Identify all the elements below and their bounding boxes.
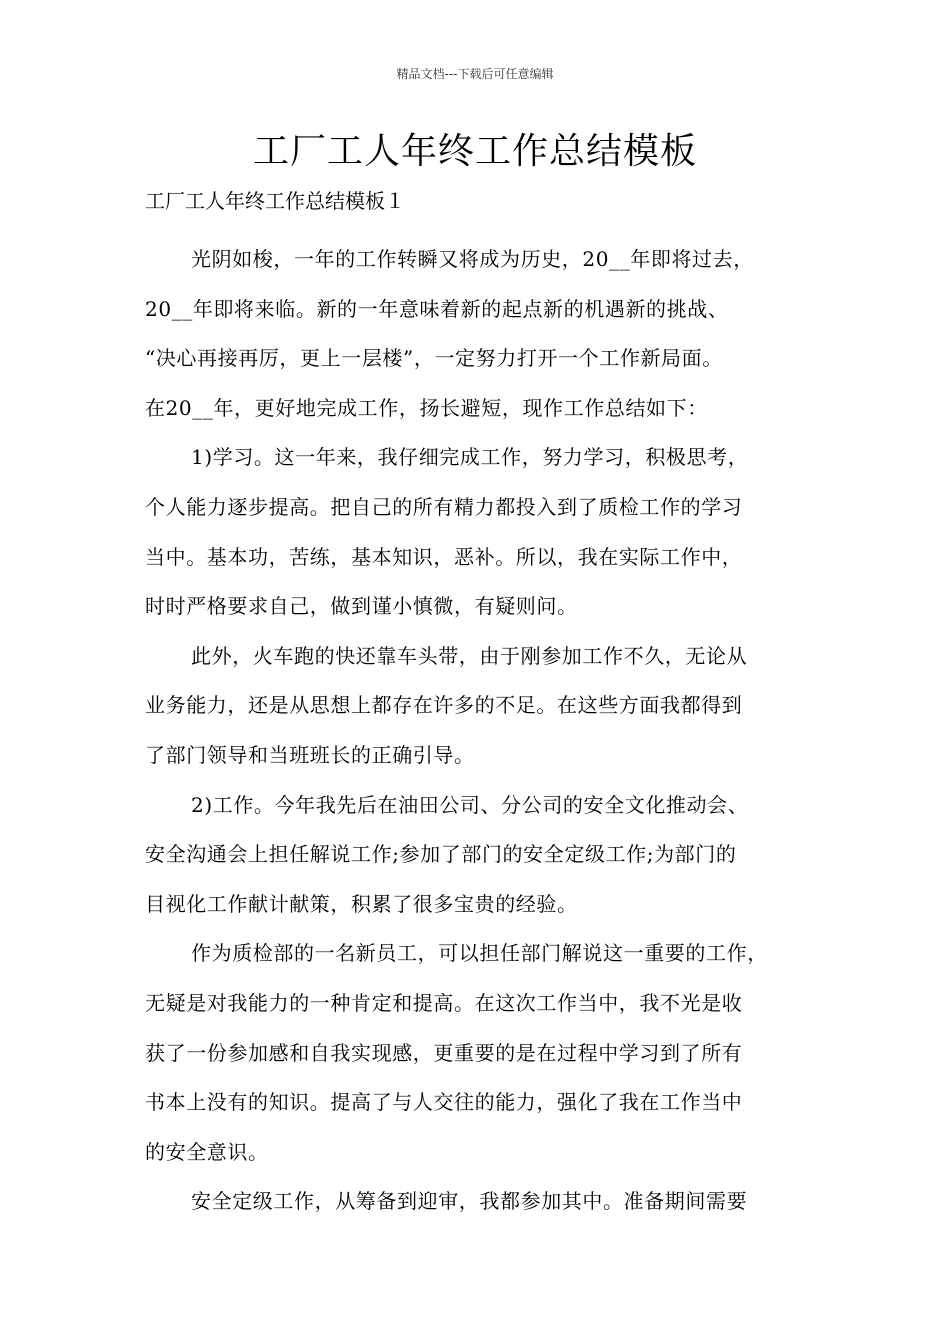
text-line: 在20__年，更好地完成工作，扬长避短，现作工作总结如下： [145,395,708,420]
text-line: 作为质检部的一名新员工，可以担任部门解说这一重要的工作， [191,941,768,966]
text-line: 获了一份参加感和自我实现感，更重要的是在过程中学习到了所有 [145,1040,743,1065]
header-note: 精品文档---下载后可任意编辑 [396,67,554,81]
text-line: 书本上没有的知识。提高了与人交往的能力，强化了我在工作当中 [145,1090,743,1115]
text-line: 安全定级工作，从筹备到迎审，我都参加其中。准备期间需要 [191,1189,748,1214]
text-line: 个人能力逐步提高。把自己的所有精力都投入到了质检工作的学习 [145,494,743,519]
text-line: 目视化工作献计献策，积累了很多宝贵的经验。 [145,891,578,916]
paragraph [145,235,825,433]
paragraph [145,433,825,631]
text-line: 时时严格要求自己，做到谨小慎微，有疑则问。 [145,594,578,619]
text-line: 20__年即将来临。新的一年意味着新的起点新的机遇新的挑战、 [145,296,729,321]
paragraph [145,929,825,1177]
document-title: 工厂工人年终工作总结模板 [252,131,697,172]
text-line: 安全沟通会上担任解说工作;参加了部门的安全定级工作;为部门的 [145,842,737,867]
document-body [145,235,825,1227]
paragraph [145,781,825,930]
text-line: 业务能力，还是从思想上都存在许多的不足。在这些方面我都得到 [145,693,743,718]
text-line: 无疑是对我能力的一种肯定和提高。在这次工作当中，我不光是收 [145,990,743,1015]
text-line: 2)工作。今年我先后在油田公司、分公司的安全文化推动会、 [191,792,749,817]
text-line: 当中。基本功，苦练，基本知识，恶补。所以，我在实际工作中， [145,544,743,569]
text-line: 此外，火车跑的快还靠车头带，由于刚参加工作不久，无论从 [191,643,748,668]
text-line: 的安全意识。 [145,1139,269,1164]
text-line: 光阴如梭，一年的工作转瞬又将成为历史，20__年即将过去， [191,247,754,271]
text-line: 1)学习。这一年来，我仔细完成工作，努力学习，积极思考， [191,445,749,470]
text-line: 了部门领导和当班班长的正确引导。 [145,742,475,767]
text-line: “决心再接再厉，更上一层楼”，一定努力打开一个工作新局面。 [145,346,723,371]
paragraph [145,632,825,781]
section-subtitle: 工厂工人年终工作总结模板１ [145,189,405,213]
paragraph [145,1177,825,1227]
